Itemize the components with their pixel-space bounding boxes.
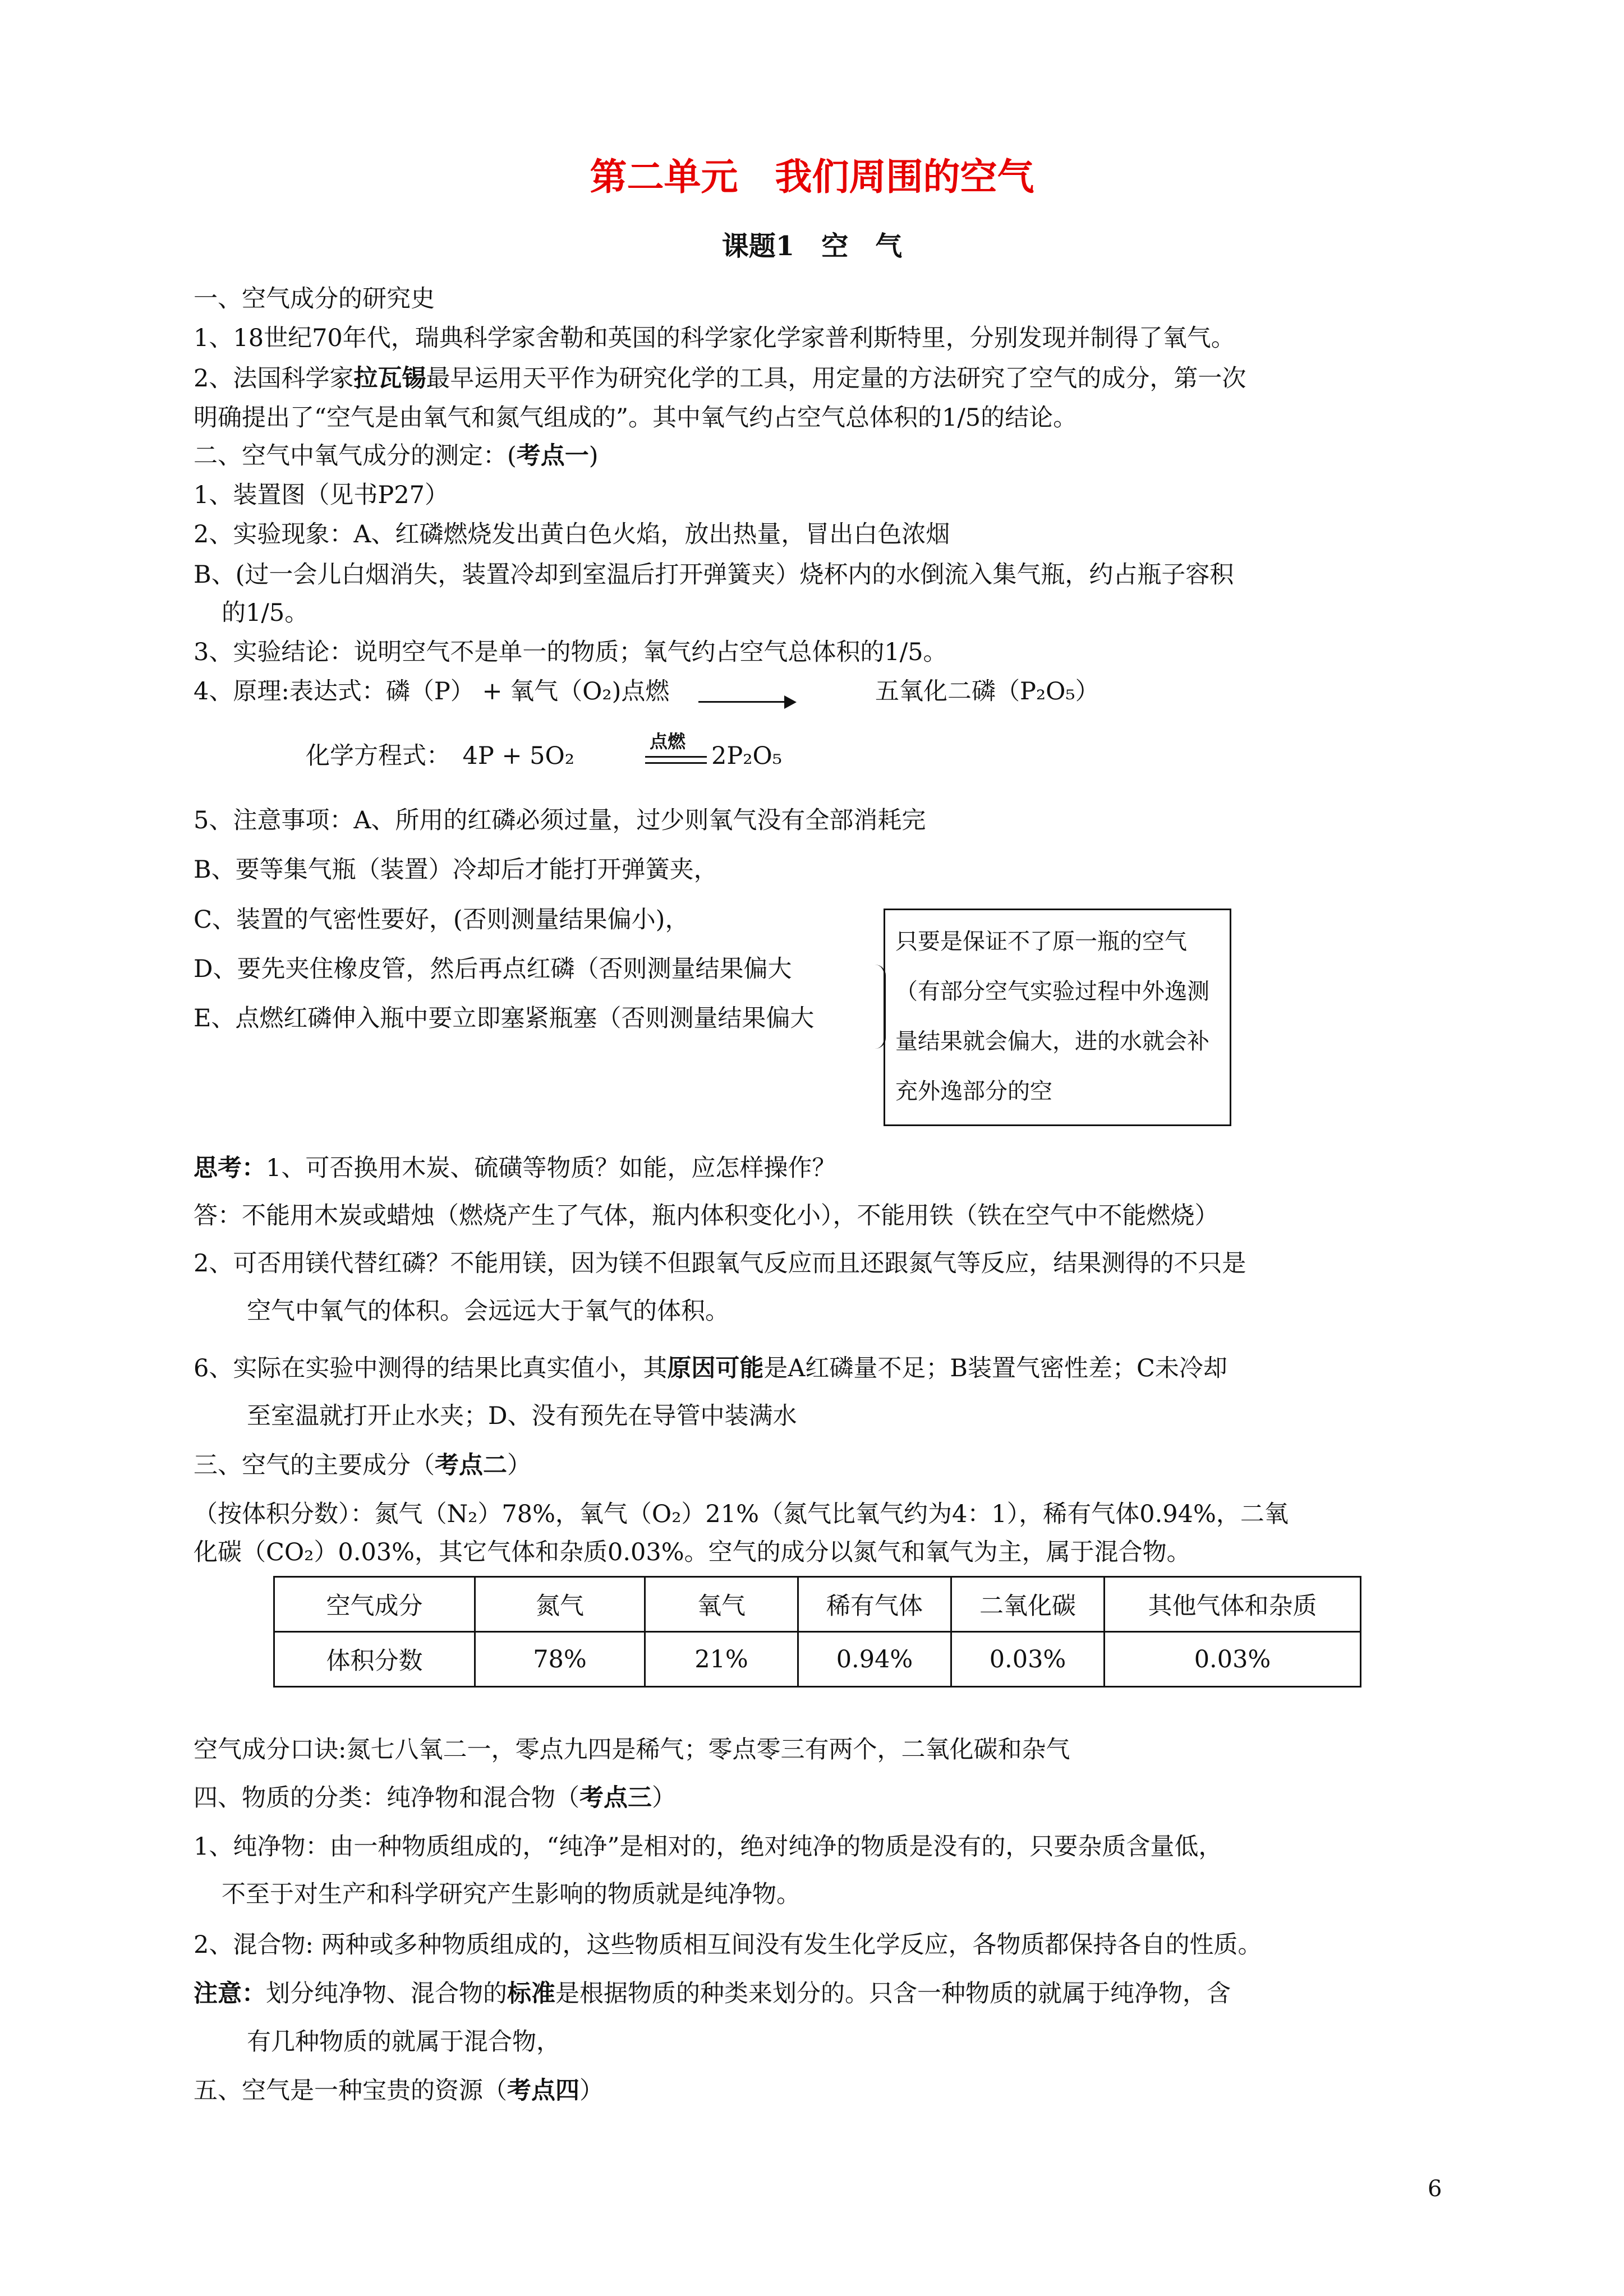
table-cell: 稀有气体 bbox=[798, 1577, 951, 1632]
table-header-row bbox=[274, 1577, 1361, 1632]
text-line: D、要先夹住橡皮管，然后再点红磷（否则测量结果偏大 bbox=[194, 955, 792, 983]
text-line: 1、装置图（见书P27） bbox=[194, 481, 449, 509]
section-1-heading: 一、空气成分的研究史 bbox=[194, 285, 435, 313]
page-title: 第二单元 我们周围的空气 bbox=[590, 155, 1034, 199]
mnemonic: 空气成分口诀:氮七八氧二一，零点九四是稀气；零点零三有两个，二氧化碳和杂气 bbox=[194, 1736, 1070, 1764]
text-line: 至室温就打开止水夹；D、没有预先在导管中装满水 bbox=[247, 1402, 797, 1430]
reaction-arrow bbox=[698, 701, 794, 703]
word-equation-product: 五氧化二磷（P₂O₅） bbox=[875, 677, 1099, 706]
text-line: 明确提出了“空气是由氧气和氮气组成的”。其中氧气约占空气总体积的1/5的结论。 bbox=[194, 404, 1078, 432]
table-cell: 空气成分 bbox=[274, 1577, 475, 1632]
table-cell: 21% bbox=[645, 1632, 798, 1687]
text-line: 答：不能用木炭或蜡烛（燃烧产生了气体，瓶内体积变化小），不能用铁（铁在空气中不能燃烧） bbox=[194, 1202, 1219, 1230]
text-line: 化碳（CO₂）0.03%，其它气体和杂质0.03%。空气的成分以氮气和氧气为主，属于混合物。 bbox=[194, 1538, 1191, 1566]
text-line: 空气中氧气的体积。会远远大于氧气的体积。 bbox=[247, 1297, 729, 1325]
text-line: B、要等集气瓶（装置）冷却后才能打开弹簧夹， bbox=[194, 856, 718, 884]
table-cell: 0.03% bbox=[1105, 1632, 1361, 1687]
arrow-head-icon bbox=[784, 695, 797, 709]
lesson-subtitle: 课题1 空 气 bbox=[721, 230, 903, 262]
bold-text: 拉瓦锡 bbox=[353, 365, 426, 393]
section-5-heading: 五、空气是一种宝贵的资源（考点四） bbox=[194, 2077, 604, 2105]
text-line: C、装置的气密性要好，(否则测量结果偏小)， bbox=[194, 906, 689, 934]
text-line: 2、可否用镁代替红磷？不能用镁，因为镁不但跟氧气反应而且还跟氮气等反应，结果测得的不只是 bbox=[194, 1250, 1246, 1278]
page-number: 6 bbox=[1428, 2176, 1442, 2202]
table-cell: 0.03% bbox=[951, 1632, 1105, 1687]
table-cell: 二氧化碳 bbox=[951, 1577, 1105, 1632]
text-line: E、点燃红磷伸入瓶中要立即塞紧瓶塞（否则测量结果偏大 bbox=[194, 1004, 815, 1032]
think-question: 思考：1、可否换用木炭、硫磺等物质？如能，应怎样操作？ bbox=[194, 1154, 836, 1182]
equals-sign bbox=[645, 751, 707, 768]
table-cell: 78% bbox=[475, 1632, 645, 1687]
table-row bbox=[274, 1632, 1361, 1687]
text-line: 2、实验现象：A、红磷燃烧发出黄白色火焰，放出热量，冒出白色浓烟 bbox=[194, 520, 950, 548]
table-cell: 氧气 bbox=[645, 1577, 798, 1632]
text-line: 6、实际在实验中测得的结果比真实值小，其原因可能是A红磷量不足；B装置气密性差；C未冷却 bbox=[194, 1354, 1227, 1382]
section-4-heading: 四、物质的分类：纯净物和混合物（考点三） bbox=[194, 1784, 676, 1812]
text-line: 的1/5。 bbox=[222, 599, 309, 627]
text-line: 5、注意事项：A、所用的红磷必须过量，过少则氧气没有全部消耗完 bbox=[194, 806, 926, 835]
section-2-heading: 二、空气中氧气成分的测定：(考点一) bbox=[194, 442, 599, 470]
text-line: 不至于对生产和科学研究产生影响的物质就是纯净物。 bbox=[222, 1880, 801, 1908]
word-equation: 4、原理:表达式：磷（P） + 氧气（O₂)点燃 bbox=[194, 677, 670, 706]
section-3-heading: 三、空气的主要成分（考点二） bbox=[194, 1451, 531, 1479]
table-cell: 氮气 bbox=[475, 1577, 645, 1632]
chemical-equation-product: 2P₂O₅ bbox=[711, 742, 783, 770]
text-line: B、(过一会儿白烟消失，装置冷却到室温后打开弹簧夹）烧杯内的水倒流入集气瓶，约占瓶子容积 bbox=[194, 561, 1234, 589]
text-line: 3、实验结论：说明空气不是单一的物质；氧气约占空气总体积的1/5。 bbox=[194, 638, 947, 666]
equation-condition: 点燃 bbox=[650, 731, 686, 752]
note-box: 只要是保证不了原一瓶的空气（有部分空气实验过程中外逸测量结果就会偏大，进的水就会补充外逸部分的空 bbox=[884, 909, 1231, 1126]
text-line: （按体积分数）：氮气（N₂）78%，氧气（O₂）21%（氮气比氧气约为4：1），稀有气体0.94%，二氧 bbox=[194, 1500, 1289, 1528]
note-line: 注意：划分纯净物、混合物的标准是根据物质的种类来划分的。只含一种物质的就属于纯净物，含 bbox=[194, 1980, 1231, 2008]
text-line: 有几种物质的就属于混合物， bbox=[247, 2028, 560, 2056]
table-cell: 体积分数 bbox=[274, 1632, 475, 1687]
text-line: 1、18世纪70年代，瑞典科学家舍勒和英国的科学家化学家普利斯特里，分别发现并制得了氧气。 bbox=[194, 324, 1235, 352]
air-composition-table bbox=[273, 1576, 1361, 1688]
text-line: 2、混合物: 两种或多种物质组成的，这些物质相互间没有发生化学反应，各物质都保持各自的性质。 bbox=[194, 1931, 1262, 1959]
table-cell: 0.94% bbox=[798, 1632, 951, 1687]
table-cell: 其他气体和杂质 bbox=[1105, 1577, 1361, 1632]
text-line: 1、纯净物：由一种物质组成的，“纯净”是相对的，绝对纯净的物质是没有的，只要杂质含量低， bbox=[194, 1833, 1223, 1861]
chemical-equation: 化学方程式： 4P + 5O₂ bbox=[306, 742, 575, 770]
text-line: 2、法国科学家拉瓦锡最早运用天平作为研究化学的工具，用定量的方法研究了空气的成分，第一次 bbox=[194, 365, 1246, 393]
